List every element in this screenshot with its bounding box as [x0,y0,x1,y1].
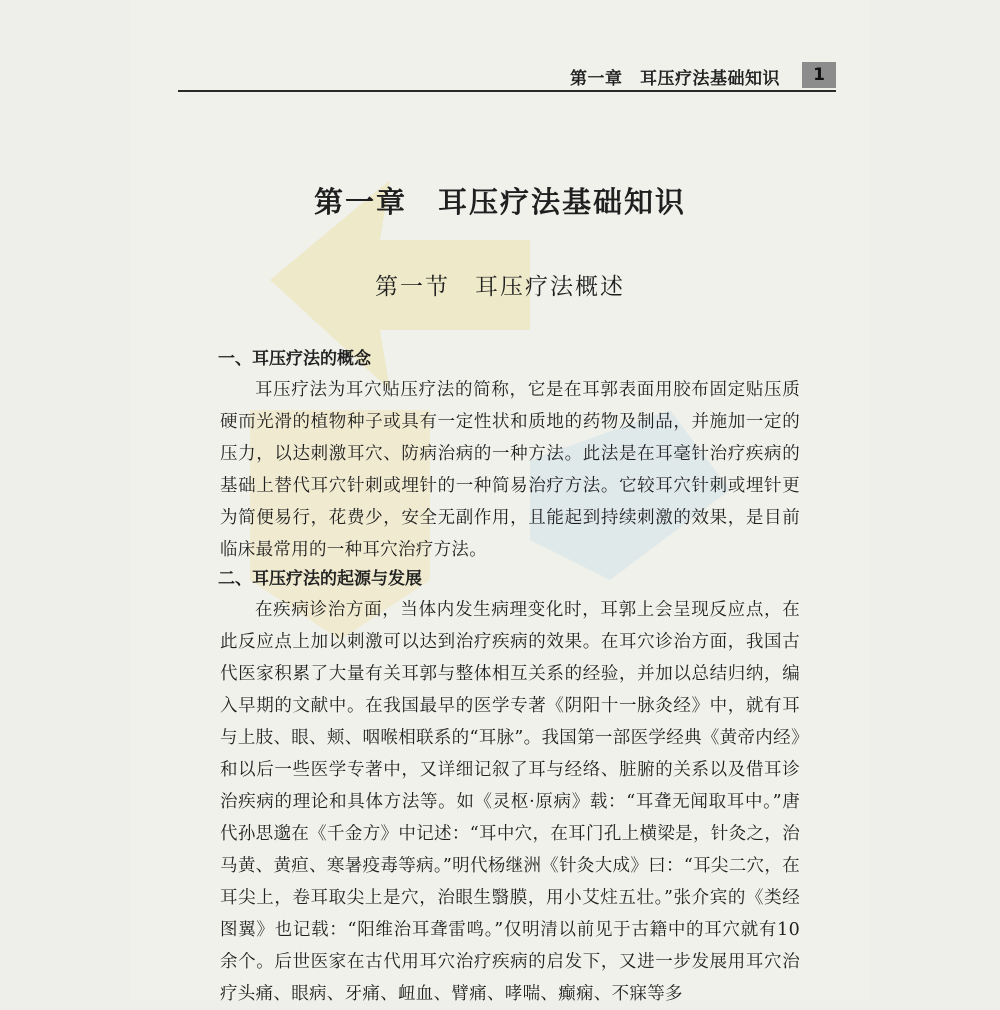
paragraph-concept: 耳压疗法为耳穴贴压疗法的简称，它是在耳郭表面用胶布固定贴压质硬而光滑的植物种子或具有一定性状和质地的药物及制品，并施加一定的压力，以达刺激耳穴、防病治病的一种方法。此法是在耳毫针治疗疾病的基础上替代耳穴针刺或埋针的一种简易治疗方法。它较耳穴针刺或埋针更为简便易行，花费少，安全无副作用，且能起到持续刺激的效果，是目前临床最常用的一种耳穴治疗方法。 [220,380,800,560]
section-heading-concept: 一、耳压疗法的概念 [218,349,371,369]
running-header [178,62,836,92]
chapter-title: 第一章 耳压疗法基础知识 [313,185,686,219]
page-number: 1 [802,62,836,88]
section-title: 第一节 耳压疗法概述 [375,274,625,300]
section-heading-origin: 二、耳压疗法的起源与发展 [218,569,422,589]
running-header-title: 第一章 耳压疗法基础知识 [570,69,780,89]
paragraph-origin: 在疾病诊治方面，当体内发生病理变化时，耳郭上会呈现反应点，在此反应点上加以刺激可以达到治疗疾病的效果。在耳穴诊治方面，我国古代医家积累了大量有关耳郭与整体相互关系的经验，并加以总结归纳，编入早期的文献中。在我国最早的医学专著《阴阳十一脉灸经》中，就有耳与上肢、眼、颊、咽喉相联系的“耳脉”。我国第一部医学经典《黄帝内经》和以后一些医学专著中，又详细记叙了耳与经络、脏腑的关系以及借耳诊治疾病的理论和具体方法等。如《灵枢·原病》载：“耳聋无闻取耳中。”唐代孙思邈在《千金方》中记述：“耳中穴，在耳门孔上横梁是，针灸之，治马黄、黄疸、寒暑疫毒等病。”明代杨继洲《针灸大成》曰：“耳尖二穴，在耳尖上，卷耳取尖上是穴，治眼生翳膜，用小艾炷五壮。”张介宾的《类经图翼》也记载：“阳维治耳聋雷鸣。”仅明清以前见于古籍中的耳穴就有10余个。后世医家在古代用耳穴治疗疾病的启发下，又进一步发展用耳穴治疗头痛、眼病、牙痛、衄血、臂痛、哮喘、癫痫、不寐等多 [220,600,800,1004]
